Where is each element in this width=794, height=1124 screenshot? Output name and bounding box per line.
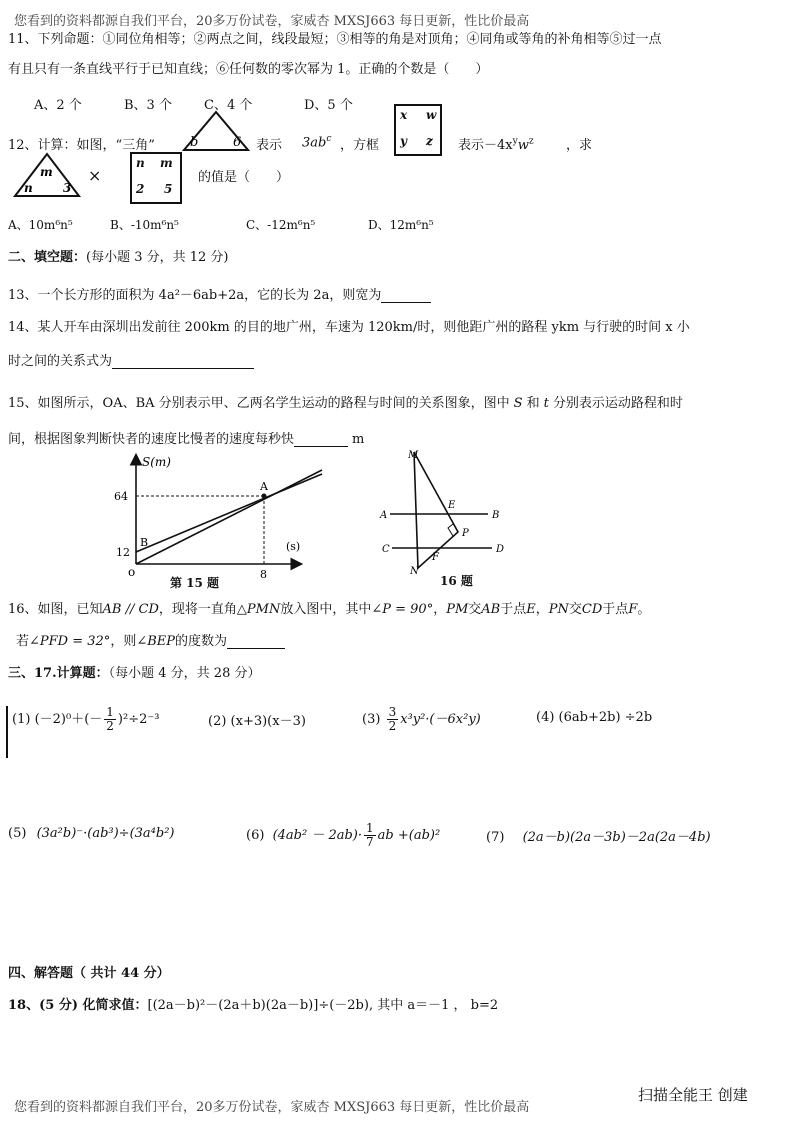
q16-t6: 于点 [500,602,527,617]
q17-p6-label: (6) [246,828,265,843]
q15-line2 [8,428,364,447]
q11-option-d: D、5 个 [304,98,353,113]
q17-part6 [246,822,440,849]
fig15-x8: 8 [260,568,267,581]
q11-option-b: B、3 个 [124,98,172,113]
q16-pn: PN [548,602,569,617]
fig15-ylabel: S(m) [142,455,171,469]
square-big-tr: m [160,156,173,170]
fig16-label-f: F [432,552,439,563]
q16-e: E [526,602,536,617]
q17-p3-fraction [387,706,399,733]
section3-heading [8,662,260,681]
q17-p7-expr: (2a－b)(2a－3b)－2a(2a－4b) [522,830,711,845]
q12-prefix: 12、计算：如图，“三角” [8,138,155,153]
q16-t9: 于点 [602,602,629,617]
q17-p5-label: (5) [8,826,27,841]
q15-t: t [543,396,549,411]
square-big-bl: 2 [136,182,145,196]
q12-option-a: A、10m⁶n⁵ [8,218,73,232]
q16-t2: ，现将一直角 [158,602,237,617]
fig16-right-angle-mark [448,524,453,536]
section3-note: （每小题 4 分，共 28 分） [108,666,261,681]
q17-p1-b: )²÷2⁻³ [117,712,160,727]
q12-option-c: C、-12m⁶n⁵ [246,218,316,232]
fig15-origin: o [128,565,136,579]
q18 [8,994,498,1013]
section2-heading [8,246,229,265]
q13-text: 13、一个长方形的面积为 4a²－6ab+2a，它的长为 2a，则宽为 [8,288,382,303]
q17-p6-b: ab +(ab)² [377,828,441,843]
q17-part4: (4) (6ab+2b) ÷2b [536,710,653,725]
q15-line1c: 分别表示运动路程和时 [552,396,683,411]
square-big-br: 5 [164,182,173,196]
q16-line1 [8,598,650,617]
q12-mid3-sup1: y [512,136,518,147]
q17-p6-a: (4ab² － 2ab)· [272,828,363,843]
q13 [8,284,431,303]
q16-t1: 16、如图，已知 [8,602,103,617]
q11-line2: 有且只有一条直线平行于已知直线；⑥任何数的零次幂为 1。正确的个数是（ ） [8,62,489,77]
fig16-label-p: P [462,528,469,539]
section2-title: 二、填空题： [8,250,87,265]
q16-t12: ，则 [110,634,137,649]
fig16-label-m: M [408,450,419,461]
q16-f: F [628,602,638,617]
q17-p7-label: (7) [486,830,505,845]
q16-t4: ， [433,602,447,617]
square-small-tl: x [400,108,408,122]
q17-p6-den: 7 [366,835,374,849]
q12-mid3-sup2: z [528,136,534,147]
triangle-small-figure [180,110,252,154]
q12-expr1 [302,134,331,150]
q16-answer-blank[interactable] [227,634,285,649]
watermark-bottom: 您看到的资料都源自我们平台，20多万份试卷，家威杏 MXSJ663 每日更新，性比价最高 [14,1100,530,1115]
fig16-label-b: B [492,510,500,521]
q17-p6-num: 1 [366,821,374,835]
q17-part2: (2) (x+3)(x－3) [208,714,306,729]
q12-expr1-sup: c [326,134,332,144]
margin-bar [6,706,8,758]
q16-t11: 若 [16,634,30,649]
q16-line2 [16,630,285,649]
q16-ab-cd: AB // CD [102,602,159,617]
q17-p1-fraction [104,706,116,733]
q15-unit: m [352,432,365,447]
fig16-label-c: C [382,544,390,555]
q14-answer-blank[interactable] [112,354,254,369]
q16-angle-bep: ∠BEP [136,634,176,649]
q12-expr1-base: 3ab [302,135,327,151]
q17-part5 [8,826,174,841]
square-small-tr: w [426,108,437,122]
q11-line1: 11、下列命题：①同位角相等；②两点之间，线段最短；③相等的角是对顶角；④同角或等角的补角相等⑤过一点 [8,32,662,47]
q12-suffix: ，求 [566,138,593,153]
q15-answer-blank[interactable] [294,432,348,447]
q16-t8: 交 [568,602,582,617]
figure-15-graph [110,450,340,590]
fig16-caption: 16 题 [440,574,473,588]
q17-p3-den: 2 [388,719,397,733]
triangle-big-figure [12,152,82,200]
q15-line1 [8,392,683,411]
section4-title: 四、解答题（ 共计 44 分） [8,966,170,981]
square-big-tl: n [136,156,145,170]
q17-p3-label: (3) [362,712,381,727]
fig16-label-a: A [380,510,388,521]
q16-ab: AB [481,602,501,617]
q17-p6-fraction [364,822,376,849]
q12-mid3 [458,134,534,153]
q17-p1-a: (－2)⁰＋(－ [34,712,103,727]
q17-p5-expr: (3a²b)⁻·(ab³)÷(3a⁴b²) [36,826,175,841]
q12-mid1: 表示 [256,138,283,153]
q17-p1-label: (1) [12,712,31,727]
q11-option-a: A、2 个 [34,98,82,113]
fig15-label-b: B [140,536,149,549]
q16-t13: 的度数为 [175,634,228,649]
fig15-caption: 第 15 题 [170,576,220,590]
q17-p3-expr: x³y²·(－6x²y) [400,712,481,727]
q12-option-d: D、12m⁶n⁵ [368,218,434,232]
q17-p1-den: 2 [106,719,114,733]
section3-title: 三、17.计算题： [8,666,109,681]
q16-angle-pfd: ∠PFD = 32° [29,634,111,649]
fig16-label-n: N [410,566,419,576]
fig15-y12: 12 [116,546,130,559]
q15-s: S [513,396,523,411]
fig15-y64: 64 [114,490,128,503]
q16-t10: 。 [637,602,651,617]
q17-part7 [486,826,711,845]
q16-t3: 放入图中，其中 [280,602,372,617]
triangle-small-right-label: 6 [233,135,242,150]
q15-line2-text: 间，根据图象判断快者的速度比慢者的速度每秒快 [8,432,295,447]
q13-answer-blank[interactable] [381,288,431,303]
triangle-big-left-label: n [24,181,33,195]
q12-mid3-text: 表示－4x [458,138,513,153]
q14-line1: 14、某人开车由深圳出发前往 200km 的目的地广州，车速为 120km/时，则他距广州的路程 ykm 与行驶的时间 x 小 [8,320,690,335]
q14-line2-text: 时之间的关系式为 [8,354,113,369]
q15-line1a: 15、如图所示，OA、BA 分别表示甲、乙两名学生运动的路程与时间的关系图象，图中 [8,396,510,411]
times-sign: × [88,166,102,185]
section2-note: (每小题 3 分，共 12 分) [86,250,229,265]
q17-part1 [12,706,159,733]
q16-t7: ， [535,602,549,617]
q16-pm: PM [446,602,469,617]
q12-mid3-w: w [517,138,529,153]
square-small-figure [394,104,442,156]
triangle-big-right-label: 3 [63,181,72,195]
q17-part3 [362,706,481,733]
figure-16-diagram [378,446,508,576]
q11-option-c: C、4 个 [204,98,253,113]
q14-line2 [8,350,254,369]
square-small-br: z [426,134,433,148]
q12-mid2: ，方框 [340,138,380,153]
watermark-top: 您看到的资料都源自我们平台，20多万份试卷，家威杏 MXSJ663 每日更新，性比价最高 [14,14,530,29]
fig15-point-a [262,494,267,499]
fig16-label-e: E [448,500,456,511]
q16-angle-p: ∠P = 90° [371,602,434,617]
q16-cd: CD [581,602,603,617]
square-small-bl: y [400,134,407,148]
q12-ask: 的值是（ ） [198,170,290,185]
triangle-small-left-label: b [190,135,199,150]
q16-t5: 交 [468,602,482,617]
q12-option-b: B、-10m⁶n⁵ [110,218,179,232]
fig15-xlabel: (s) [286,540,301,553]
q17-p3-num: 3 [388,705,397,719]
q18-expr: [(2a－b)²－(2a＋b)(2a－b)]÷(－2b), 其中 a＝－1 ， b=2 [147,998,499,1013]
q17-p1-num: 1 [106,705,114,719]
scanner-credit: 扫描全能王 创建 [638,1086,748,1104]
triangle-big-top-label: m [40,165,53,179]
q15-line1b: 和 [526,396,540,411]
fig16-label-d: D [496,544,505,555]
q18-label: 18、(5 分) 化简求值： [8,998,148,1013]
q16-tri: △PMN [236,602,281,617]
square-big-figure [130,152,182,204]
fig15-label-a: A [260,480,268,493]
